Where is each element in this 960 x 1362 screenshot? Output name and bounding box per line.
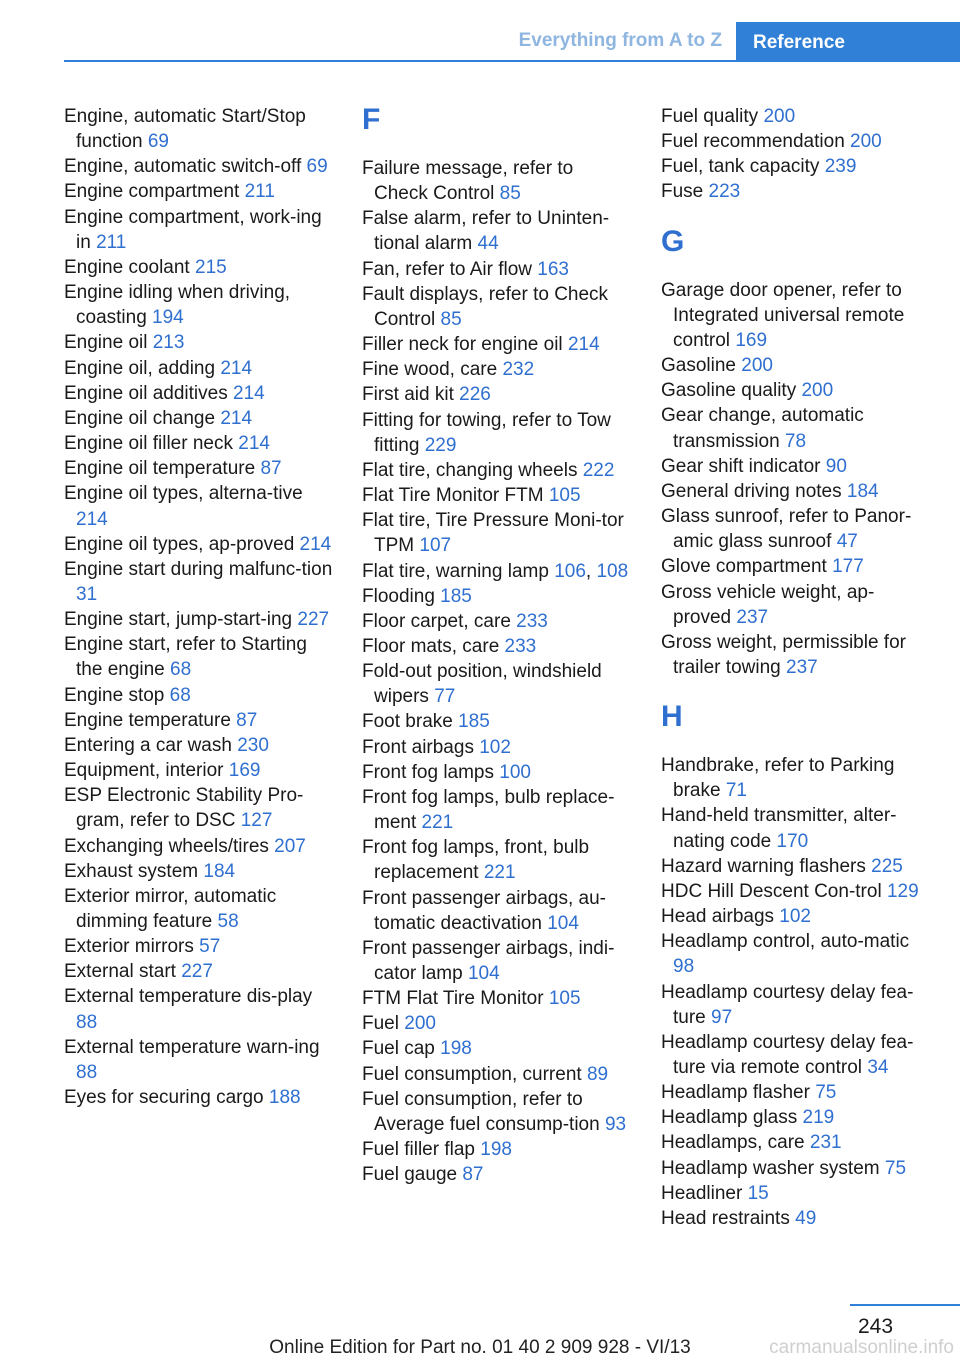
index-column-1 bbox=[64, 104, 334, 1110]
index-entry bbox=[661, 403, 931, 453]
page-reference-link[interactable]: 89 bbox=[586, 1063, 609, 1085]
page-reference-link[interactable]: 198 bbox=[480, 1139, 512, 1161]
index-entry bbox=[64, 1035, 334, 1085]
page-reference-link[interactable]: 177 bbox=[832, 556, 864, 578]
index-entry bbox=[64, 758, 334, 783]
index-entry bbox=[64, 406, 334, 431]
index-term: HDC Hill Descent Con-trol bbox=[661, 880, 887, 902]
page-reference-link[interactable]: 214 bbox=[76, 508, 108, 530]
footer-edition: Online Edition for Part no. 01 40 2 909 928 - VI/13 bbox=[269, 1337, 691, 1358]
index-term: Headliner bbox=[661, 1182, 748, 1204]
index-entry bbox=[661, 554, 931, 579]
page-reference-link[interactable]: 200 bbox=[801, 380, 834, 402]
index-entry bbox=[661, 454, 931, 479]
index-term: Fine wood, care bbox=[362, 359, 503, 381]
index-term: Engine, automatic switch-off bbox=[64, 156, 307, 178]
page-reference-link[interactable]: 223 bbox=[708, 181, 741, 203]
page-reference-link[interactable]: 231 bbox=[809, 1132, 842, 1154]
index-term: Fuel bbox=[362, 1013, 405, 1035]
index-entry bbox=[64, 1085, 334, 1110]
index-entry bbox=[661, 479, 931, 504]
index-entry bbox=[362, 206, 632, 256]
index-term: Engine oil bbox=[64, 332, 153, 354]
index-entry bbox=[64, 834, 334, 859]
index-entry bbox=[64, 532, 334, 557]
index-term: Fuel quality bbox=[661, 106, 764, 127]
index-entry bbox=[64, 733, 334, 758]
page-ref-separator: , bbox=[585, 560, 597, 582]
index-entry bbox=[661, 803, 931, 853]
page-reference-link[interactable]: 225 bbox=[871, 855, 903, 877]
page-reference-link[interactable]: 232 bbox=[502, 359, 535, 381]
page-reference-link[interactable]: 222 bbox=[582, 459, 615, 481]
page-reference-link[interactable]: 200 bbox=[763, 106, 796, 127]
page-reference-link[interactable]: 229 bbox=[424, 434, 457, 456]
index-term: Engine coolant bbox=[64, 256, 195, 278]
index-term: Fuel consumption, refer to Average fuel consump-tion bbox=[362, 1088, 605, 1135]
index-term: Failure message, refer to Check Control bbox=[362, 158, 574, 205]
index-entry bbox=[661, 1181, 931, 1206]
index-term: Engine oil types, alterna-tive bbox=[64, 483, 303, 505]
index-entry bbox=[64, 154, 334, 179]
page-reference-link[interactable]: 185 bbox=[440, 585, 472, 607]
page-reference-link[interactable]: 211 bbox=[96, 231, 127, 253]
index-entry bbox=[661, 278, 931, 353]
index-term: Exterior mirror, automatic dimming feature bbox=[64, 885, 277, 932]
index-entry bbox=[64, 607, 334, 632]
reference-tab-label: Reference bbox=[753, 32, 845, 53]
index-term: Gear change, automatic transmission bbox=[661, 405, 864, 452]
index-entry bbox=[64, 205, 334, 255]
page-reference-link[interactable]: 188 bbox=[268, 1087, 301, 1109]
index-entry bbox=[362, 735, 632, 760]
index-entry bbox=[362, 357, 632, 382]
index-entry bbox=[362, 1062, 632, 1087]
page-number-rule bbox=[850, 1304, 960, 1306]
page-reference-link[interactable]: 237 bbox=[736, 606, 769, 628]
page-reference-link[interactable]: 106 bbox=[554, 560, 586, 582]
page-reference-link[interactable]: 127 bbox=[240, 810, 273, 832]
page-reference-link[interactable]: 68 bbox=[169, 684, 191, 706]
page-reference-link[interactable]: 194 bbox=[152, 307, 184, 329]
index-term: Fuel consumption, current bbox=[362, 1063, 587, 1085]
index-entry bbox=[661, 104, 931, 129]
page-reference-link[interactable]: 215 bbox=[195, 256, 227, 278]
page-reference-link[interactable]: 198 bbox=[440, 1038, 472, 1060]
index-term: Engine start, jump-start-ing bbox=[64, 609, 298, 631]
index-term: Fault displays, refer to Check Control bbox=[362, 283, 609, 330]
index-term: Head airbags bbox=[661, 906, 780, 928]
page-reference-link[interactable]: 104 bbox=[547, 912, 579, 934]
index-entry bbox=[64, 984, 334, 1034]
index-entry bbox=[661, 929, 931, 979]
index-term: External temperature warn-ing bbox=[64, 1036, 320, 1058]
index-term: Front passenger airbags, indi-cator lamp bbox=[362, 937, 615, 984]
index-term: Headlamp courtesy delay fea-ture via remote control bbox=[661, 1031, 914, 1078]
page-reference-link[interactable]: 58 bbox=[217, 911, 239, 932]
index-term: Headlamp control, auto-matic bbox=[661, 931, 910, 953]
index-entry bbox=[661, 904, 931, 929]
index-term: False alarm, refer to Uninten-tional alarm bbox=[362, 208, 610, 255]
index-term: Exterior mirrors bbox=[64, 936, 200, 958]
page-reference-link[interactable]: 214 bbox=[220, 407, 253, 429]
index-term: Engine compartment, work-ing in bbox=[64, 206, 322, 253]
index-entry bbox=[661, 1206, 931, 1231]
index-letter-heading: F bbox=[362, 103, 381, 136]
index-entry bbox=[362, 559, 632, 584]
index-column-3 bbox=[661, 104, 931, 1231]
index-entry bbox=[661, 580, 931, 630]
page-reference-link[interactable]: 44 bbox=[477, 233, 499, 255]
page-reference-link[interactable]: 214 bbox=[238, 433, 270, 455]
index-term: Head restraints bbox=[661, 1207, 796, 1229]
page-reference-link[interactable]: 75 bbox=[815, 1082, 837, 1104]
index-entry bbox=[362, 785, 632, 835]
page-reference-link[interactable]: 221 bbox=[483, 862, 516, 884]
index-entry bbox=[661, 129, 931, 154]
index-entry bbox=[661, 753, 931, 803]
index-term: Flat tire, changing wheels bbox=[362, 459, 583, 481]
index-term: Glass sunroof, refer to Panor-amic glass sunroof bbox=[661, 506, 912, 553]
index-entry bbox=[362, 483, 632, 508]
page-reference-link[interactable]: 169 bbox=[228, 760, 261, 782]
page-reference-link[interactable]: 214 bbox=[233, 382, 265, 404]
index-entry bbox=[362, 1036, 632, 1061]
index-entry bbox=[661, 353, 931, 378]
page-reference-link[interactable]: 233 bbox=[516, 610, 548, 632]
page-reference-link[interactable]: 77 bbox=[434, 686, 456, 708]
page-reference-link[interactable]: 230 bbox=[237, 734, 269, 756]
page-reference-link[interactable]: 239 bbox=[824, 156, 857, 178]
index-entry bbox=[64, 381, 334, 406]
reference-tab bbox=[736, 22, 960, 62]
page-reference-link[interactable]: 104 bbox=[467, 963, 500, 984]
index-entry bbox=[64, 708, 334, 733]
index-term: ESP Electronic Stability Pro-gram, refer to DSC bbox=[64, 785, 304, 832]
page-reference-link[interactable]: 49 bbox=[795, 1207, 817, 1229]
index-term: Floor mats, care bbox=[362, 635, 505, 657]
index-term: External temperature dis-play bbox=[64, 986, 313, 1008]
index-entry bbox=[64, 456, 334, 481]
index-term: Garage door opener, refer to Integrated universal remote control bbox=[661, 279, 905, 351]
section-title: Everything from A to Z bbox=[518, 30, 722, 51]
index-term: Engine oil filler neck bbox=[64, 433, 239, 455]
index-entry bbox=[64, 330, 334, 355]
index-term: Engine stop bbox=[64, 684, 170, 706]
index-term: First aid kit bbox=[362, 384, 460, 406]
page-reference-link[interactable]: 98 bbox=[673, 956, 695, 978]
page-reference-link[interactable]: 88 bbox=[76, 1061, 98, 1083]
index-entry bbox=[362, 382, 632, 407]
index-entry bbox=[64, 179, 334, 204]
page-reference-link[interactable]: 200 bbox=[741, 355, 773, 377]
page-reference-link[interactable]: 200 bbox=[850, 131, 882, 153]
index-entry bbox=[64, 683, 334, 708]
index-entry bbox=[362, 936, 632, 986]
index-term: Gross weight, permissible for trailer towing bbox=[661, 631, 906, 678]
index-entry bbox=[64, 481, 334, 531]
index-entry bbox=[64, 959, 334, 984]
index-column-2 bbox=[362, 104, 632, 1187]
page-reference-link[interactable]: 47 bbox=[836, 531, 858, 553]
page-reference-link[interactable]: 102 bbox=[779, 906, 811, 928]
index-entry bbox=[362, 458, 632, 483]
page-reference-link[interactable]: 90 bbox=[825, 455, 847, 477]
index-term: Hand-held transmitter, alter-nating code bbox=[661, 805, 897, 852]
index-entry bbox=[64, 557, 334, 607]
index-term: Gross vehicle weight, ap-proved bbox=[661, 581, 875, 628]
page-reference-link[interactable]: 185 bbox=[458, 711, 490, 733]
index-letter-heading: H bbox=[661, 700, 683, 734]
index-term: Engine start during malfunc-tion bbox=[64, 558, 333, 580]
page-reference-link[interactable]: 105 bbox=[548, 988, 581, 1010]
page-reference-link[interactable]: 57 bbox=[199, 936, 221, 958]
index-term: Front fog lamps bbox=[362, 761, 500, 783]
index-entry bbox=[661, 504, 931, 554]
index-term: FTM Flat Tire Monitor bbox=[362, 988, 549, 1010]
page-reference-link[interactable]: 93 bbox=[604, 1113, 627, 1135]
page-reference-link[interactable]: 163 bbox=[537, 258, 569, 280]
page-reference-link[interactable]: 102 bbox=[479, 736, 511, 758]
page-reference-link[interactable]: 108 bbox=[596, 560, 629, 582]
index-entry bbox=[362, 257, 632, 282]
index-term: Engine oil, adding bbox=[64, 357, 221, 379]
index-entry bbox=[64, 104, 334, 154]
index-entry bbox=[362, 332, 632, 357]
index-term: Flat tire, warning lamp bbox=[362, 560, 555, 582]
index-entry bbox=[661, 179, 931, 204]
index-entry bbox=[362, 156, 632, 206]
index-entry bbox=[64, 255, 334, 280]
index-entry bbox=[661, 854, 931, 879]
index-entry bbox=[64, 859, 334, 884]
page-reference-link[interactable]: 226 bbox=[459, 384, 491, 406]
index-entry bbox=[661, 1105, 931, 1130]
page-reference-link[interactable]: 15 bbox=[747, 1182, 769, 1204]
index-term: Equipment, interior bbox=[64, 760, 229, 782]
page-reference-link[interactable]: 214 bbox=[567, 334, 600, 356]
page-reference-link[interactable]: 34 bbox=[867, 1057, 889, 1078]
index-term: Flat tire, Tire Pressure Moni-tor TPM bbox=[362, 510, 624, 557]
index-entry bbox=[661, 378, 931, 403]
page-reference-link[interactable]: 227 bbox=[181, 961, 213, 983]
index-entry bbox=[362, 609, 632, 634]
index-entry bbox=[362, 835, 632, 885]
index-entry bbox=[64, 431, 334, 456]
page-reference-link[interactable]: 214 bbox=[299, 533, 332, 555]
page-number: 243 bbox=[858, 1315, 894, 1338]
index-entry bbox=[661, 630, 931, 680]
index-term: Hazard warning flashers bbox=[661, 855, 872, 877]
index-term: Engine oil types, ap-proved bbox=[64, 533, 300, 555]
index-entry bbox=[362, 1011, 632, 1036]
page-reference-link[interactable]: 105 bbox=[548, 485, 581, 507]
index-term: Engine compartment bbox=[64, 181, 245, 203]
index-entry bbox=[362, 760, 632, 785]
page-reference-link[interactable]: 69 bbox=[147, 131, 169, 153]
index-entry bbox=[362, 282, 632, 332]
page-reference-link[interactable]: 31 bbox=[76, 583, 98, 605]
page-reference-link[interactable]: 85 bbox=[440, 308, 462, 330]
index-term: Engine start, refer to Starting the engine bbox=[64, 634, 307, 681]
index-entry bbox=[362, 584, 632, 609]
index-term: Fuel, tank capacity bbox=[661, 156, 825, 178]
index-term: Eyes for securing cargo bbox=[64, 1087, 269, 1109]
index-term: Fan, refer to Air flow bbox=[362, 258, 538, 280]
index-term: Filler neck for engine oil bbox=[362, 334, 568, 356]
index-term: Flooding bbox=[362, 585, 441, 607]
index-term: Floor carpet, care bbox=[362, 610, 517, 632]
index-entry bbox=[64, 632, 334, 682]
index-term: Flat Tire Monitor FTM bbox=[362, 485, 549, 507]
index-term: Headlamp flasher bbox=[661, 1082, 816, 1104]
page-reference-link[interactable]: 237 bbox=[786, 656, 818, 678]
index-term: Fuel cap bbox=[362, 1038, 441, 1060]
page-reference-link[interactable]: 221 bbox=[421, 812, 454, 834]
index-term: Fuel recommendation bbox=[661, 131, 851, 153]
index-term: Fuel gauge bbox=[362, 1164, 463, 1186]
index-term: Entering a car wash bbox=[64, 734, 238, 756]
page-reference-link[interactable]: 68 bbox=[170, 659, 192, 681]
page-reference-link[interactable]: 87 bbox=[260, 458, 282, 480]
page-reference-link[interactable]: 85 bbox=[499, 183, 521, 205]
index-entry bbox=[362, 886, 632, 936]
page-reference-link[interactable]: 88 bbox=[76, 1011, 98, 1033]
page-reference-link[interactable]: 87 bbox=[462, 1164, 484, 1186]
page-reference-link[interactable]: 200 bbox=[404, 1013, 436, 1035]
index-entry bbox=[64, 783, 334, 833]
index-term: Handbrake, refer to Parking brake bbox=[661, 755, 895, 802]
index-term: Front fog lamps, front, bulb replacement bbox=[362, 837, 590, 884]
index-term: Glove compartment bbox=[661, 556, 833, 578]
index-entry bbox=[362, 709, 632, 734]
index-term: Fuel filler flap bbox=[362, 1139, 481, 1161]
index-entry bbox=[661, 1130, 931, 1155]
page-reference-link[interactable]: 71 bbox=[725, 780, 747, 802]
page-reference-link[interactable]: 100 bbox=[499, 761, 531, 783]
index-entry bbox=[64, 356, 334, 381]
page-reference-link[interactable]: 170 bbox=[776, 830, 809, 852]
index-term: Fold-out position, windshield wipers bbox=[362, 661, 602, 708]
index-term: Fuse bbox=[661, 181, 709, 203]
index-entry bbox=[64, 884, 334, 934]
page-reference-link[interactable]: 184 bbox=[846, 480, 879, 502]
index-entry bbox=[661, 980, 931, 1030]
page-reference-link[interactable]: 169 bbox=[735, 329, 768, 351]
index-entry bbox=[661, 879, 931, 904]
index-term: Front airbags bbox=[362, 736, 480, 758]
page-reference-link[interactable]: 207 bbox=[274, 835, 306, 857]
index-entry bbox=[661, 1030, 931, 1080]
index-term: Exchanging wheels/tires bbox=[64, 835, 275, 857]
page-reference-link[interactable]: 227 bbox=[297, 609, 330, 631]
page-reference-link[interactable]: 87 bbox=[236, 709, 258, 731]
index-term: Headlamp washer system bbox=[661, 1157, 885, 1179]
index-entry bbox=[661, 154, 931, 179]
index-term: General driving notes bbox=[661, 480, 847, 502]
index-entry bbox=[64, 280, 334, 330]
page-reference-link[interactable]: 184 bbox=[203, 860, 236, 882]
index-term: Foot brake bbox=[362, 711, 459, 733]
index-entry bbox=[362, 986, 632, 1011]
page-reference-link[interactable]: 214 bbox=[220, 357, 253, 379]
index-entry bbox=[64, 934, 334, 959]
index-term: Engine oil change bbox=[64, 407, 221, 429]
index-entry bbox=[362, 508, 632, 558]
page-reference-link[interactable]: 97 bbox=[711, 1006, 733, 1028]
index-entry bbox=[362, 659, 632, 709]
watermark: carmanualsonline.info bbox=[769, 1337, 954, 1358]
page-reference-link[interactable]: 233 bbox=[504, 635, 537, 657]
index-term: Engine oil temperature bbox=[64, 458, 261, 480]
index-letter-heading: G bbox=[661, 224, 685, 258]
index-entry bbox=[661, 1156, 931, 1181]
index-term: Exhaust system bbox=[64, 860, 204, 882]
page-reference-link[interactable]: 129 bbox=[886, 880, 919, 902]
page-reference-link[interactable]: 75 bbox=[884, 1157, 907, 1179]
index-entry bbox=[362, 1162, 632, 1187]
index-term: Engine temperature bbox=[64, 709, 237, 731]
index-term: External start bbox=[64, 961, 182, 983]
page-reference-link[interactable]: 219 bbox=[802, 1107, 835, 1129]
index-entry bbox=[661, 1080, 931, 1105]
index-term: Headlamp courtesy delay fea-ture bbox=[661, 981, 914, 1028]
index-term: Headlamps, care bbox=[661, 1132, 810, 1154]
index-entry bbox=[362, 1087, 632, 1137]
index-term: Front passenger airbags, au-tomatic deactivation bbox=[362, 887, 606, 934]
index-entry bbox=[362, 408, 632, 458]
page-reference-link[interactable]: 78 bbox=[784, 430, 807, 452]
index-entry bbox=[362, 634, 632, 659]
index-term: Gasoline quality bbox=[661, 380, 802, 402]
page-reference-link[interactable]: 211 bbox=[244, 181, 275, 203]
index-term: Engine oil additives bbox=[64, 382, 233, 404]
index-entry bbox=[362, 1137, 632, 1162]
index-term: Engine idling when driving, coasting bbox=[64, 282, 291, 329]
page-reference-link[interactable]: 69 bbox=[306, 156, 328, 178]
index-term: Fitting for towing, refer to Tow fitting bbox=[362, 409, 611, 456]
index-term: Gasoline bbox=[661, 355, 742, 377]
page-reference-link[interactable]: 107 bbox=[419, 535, 452, 557]
index-term: Front fog lamps, bulb replace-ment bbox=[362, 786, 615, 834]
index-term: Gear shift indicator bbox=[661, 455, 826, 477]
index-term: Engine, automatic Start/Stop function bbox=[64, 106, 306, 153]
page-reference-link[interactable]: 213 bbox=[152, 332, 185, 354]
index-term: Headlamp glass bbox=[661, 1107, 803, 1129]
